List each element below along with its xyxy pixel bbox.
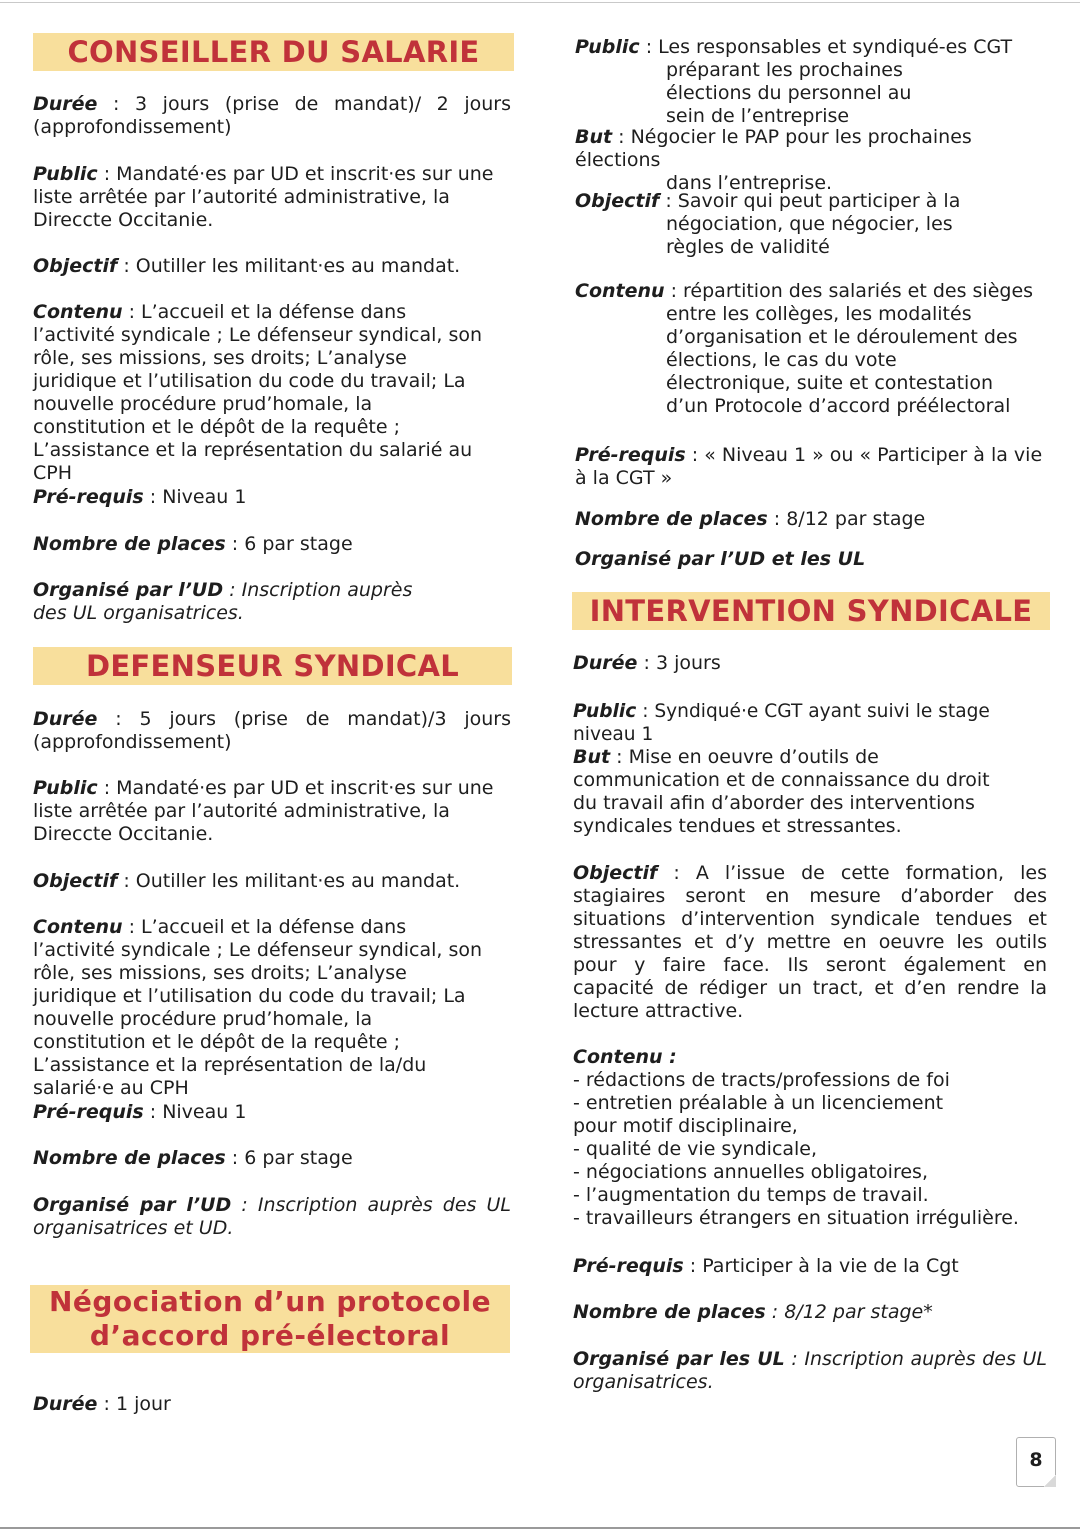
right-column: [572, 0, 1048, 1531]
defenseur-prerequis: Pré-requis : Niveau 1: [33, 1101, 247, 1123]
contenu-list-item: - rédactions de tracts/professions de foi: [573, 1069, 950, 1091]
negociation-duree: Durée : 1 jour: [33, 1393, 171, 1415]
negociation-but: But : Négocier le PAP pour les prochaines élections dans l’entreprise.: [575, 126, 972, 194]
negociation-public: Public : Les responsables et syndiqué-es CGT préparant les prochaines élections du personnel au sein de l’entreprise: [575, 36, 1013, 127]
intervention-organise: Organisé par les UL : Inscription auprès des UL organisatrices.: [573, 1348, 1047, 1393]
contenu-list-item: - l’augmentation du temps de travail.: [573, 1184, 929, 1206]
conseiller-places: Nombre de places : 6 par stage: [33, 533, 353, 555]
conseiller-prerequis: Pré-requis : Niveau 1: [33, 486, 247, 508]
defenseur-duree: Durée : 5 jours (prise de mandat)/3 jours (approfondissement): [33, 708, 511, 753]
negociation-prerequis: Pré-requis : « Niveau 1 » ou « Participer à la vie à la CGT »: [575, 444, 1043, 489]
defenseur-places: Nombre de places : 6 par stage: [33, 1147, 353, 1169]
scan-edge-bottom: [0, 1527, 1080, 1529]
section-title-intervention: INTERVENTION SYNDICALE: [572, 592, 1050, 630]
left-column: [33, 0, 511, 1531]
contenu-list-item: - qualité de vie syndicale,: [573, 1138, 818, 1160]
intervention-contenu: Contenu : - rédactions de tracts/professions de foi - entretien préalable à un licenciement pour motif disciplinaire, - qualité de vie syndicale, - négociations annuelles obligatoires, - l’augmentation du temps de travail. - travailleurs étrangers en situation irrégulière.: [573, 1046, 1047, 1230]
intervention-public: Public : Syndiqué·e CGT ayant suivi le stage niveau 1: [573, 701, 990, 745]
conseiller-objectif: Objectif : Outiller les militant·es au mandat.: [33, 255, 461, 277]
defenseur-public: Public : Mandaté·es par UD et inscrit·es sur une liste arrêtée par l’autorité administrative, la Direccte Occitanie.: [33, 777, 494, 845]
conseiller-organise: Organisé par l’UD : Inscription auprès des UL organisatrices.: [33, 579, 413, 624]
negociation-places: Nombre de places : 8/12 par stage: [575, 508, 926, 530]
intervention-prerequis: Pré-requis : Participer à la vie de la Cgt: [573, 1255, 959, 1277]
intervention-contenu-list: [573, 1069, 1047, 1230]
conseiller-public: Public : Mandaté·es par UD et inscrit·es sur une liste arrêtée par l’autorité administrative, la Direccte Occitanie.: [33, 163, 494, 231]
contenu-list-item: - travailleurs étrangers en situation irrégulière.: [573, 1207, 1019, 1229]
defenseur-objectif: Objectif : Outiller les militant·es au mandat.: [33, 870, 461, 892]
page-number: 8: [1016, 1437, 1056, 1487]
contenu-list-item: - entretien préalable à un licenciement: [573, 1092, 944, 1114]
defenseur-organise: Organisé par l’UD : Inscription auprès des UL organisatrices et UD.: [33, 1194, 511, 1239]
contenu-list-item: pour motif disciplinaire,: [573, 1115, 798, 1137]
intervention-places: Nombre de places : 8/12 par stage*: [573, 1301, 933, 1323]
negociation-contenu: Contenu : répartition des salariés et des sièges entre les collèges, les modalités d’organisation et le déroulement des élections, le cas du vote électronique, suite et contestation d’un Protocole d’accord préélectoral: [575, 280, 1034, 417]
negociation-organise: Organisé par l’UD et les UL: [575, 548, 866, 570]
section-title-negociation: Négociation d’un protocole d’accord pré-électoral: [30, 1285, 510, 1353]
defenseur-contenu: Contenu : L’accueil et la défense dans l’activité syndicale ; Le défenseur syndical, son rôle, ses missions, ses droits; L’analyse juridique et l’utilisation du code du travail; La nouvelle procédure prud’homale, la constitution et le dépôt de la requête ; L’assistance et la représentation de la/du salarié·e au CPH: [33, 916, 483, 1099]
negociation-objectif: Objectif : Savoir qui peut participer à la négociation, que négocier, les règles de validité: [575, 190, 961, 258]
intervention-duree: Durée : 3 jours: [573, 652, 721, 674]
conseiller-duree: Durée : 3 jours (prise de mandat)/ 2 jours (approfondissement): [33, 93, 511, 138]
conseiller-contenu: Contenu : L’accueil et la défense dans l’activité syndicale ; Le défenseur syndical, son rôle, ses missions, ses droits; L’analyse juridique et l’utilisation du code du travail; La nouvelle procédure prud’homale, la constitution et le dépôt de la requête ; L’assistance et la représentation du salarié au CPH: [33, 301, 483, 484]
section-title-conseiller: CONSEILLER DU SALARIE: [33, 33, 514, 71]
intervention-but: But : Mise en oeuvre d’outils de communication et de connaissance du droit du travail afin d’aborder des interventions syndicales tendues et stressantes.: [573, 746, 990, 837]
section-title-defenseur: DEFENSEUR SYNDICAL: [33, 647, 512, 685]
contenu-list-item: - négociations annuelles obligatoires,: [573, 1161, 928, 1183]
intervention-objectif: Objectif : A l’issue de cette formation, les stagiaires seront en mesure d’aborder des situations d’intervention syndicale tendues et stressantes et d’y mettre en oeuvre les outils pour y faire face. Ils seront également en capacité de rédiger un tract, et d’en rendre la lecture attractive.: [573, 862, 1048, 1022]
